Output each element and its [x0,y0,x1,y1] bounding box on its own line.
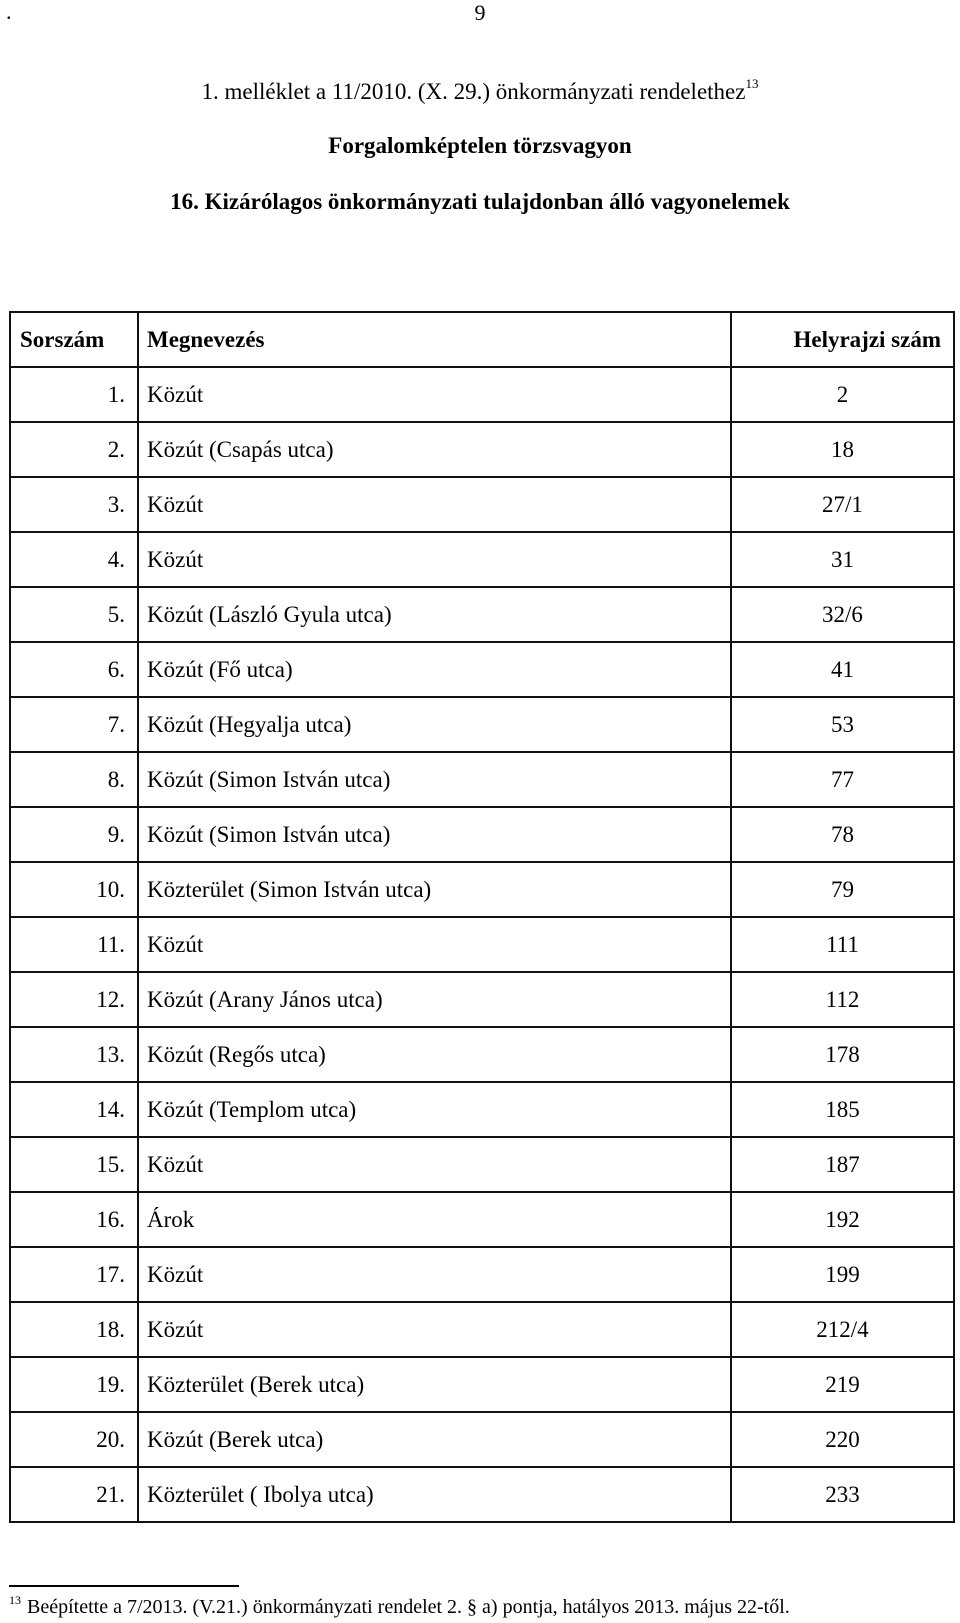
row-number: 2. [10,422,138,477]
table-row [10,1192,954,1247]
column-header-number: Sorszám [10,312,138,367]
table-row [10,1467,954,1522]
row-parcel-number: 78 [731,807,954,862]
table-row [10,697,954,752]
page-dot: . [6,0,12,24]
table-row [10,862,954,917]
row-parcel-number: 219 [731,1357,954,1412]
row-parcel-number: 27/1 [731,477,954,532]
row-parcel-number: 41 [731,642,954,697]
row-number: 3. [10,477,138,532]
footnote [9,1594,790,1620]
row-number: 13. [10,1027,138,1082]
row-name: Közút [138,532,731,587]
row-name: Közút (László Gyula utca) [138,587,731,642]
row-parcel-number: 212/4 [731,1302,954,1357]
table-row [10,807,954,862]
row-number: 1. [10,367,138,422]
row-parcel-number: 220 [731,1412,954,1467]
row-parcel-number: 111 [731,917,954,972]
row-name: Közút (Arany János utca) [138,972,731,1027]
table-row [10,1357,954,1412]
page-number: 9 [474,0,486,25]
row-parcel-number: 199 [731,1247,954,1302]
document-title: Forgalomképtelen törzsvagyon [328,133,632,158]
row-number: 11. [10,917,138,972]
row-parcel-number: 18 [731,422,954,477]
row-name: Közterület (Berek utca) [138,1357,731,1412]
row-number: 7. [10,697,138,752]
row-name: Közút [138,367,731,422]
row-parcel-number: 178 [731,1027,954,1082]
column-header-parcel: Helyrajzi szám [731,312,954,367]
row-number: 14. [10,1082,138,1137]
footnote-text: Beépítette a 7/2013. (V.21.) önkormányzati rendelet 2. § a) pontja, hatályos 2013. május 22-től. [27,1596,790,1618]
row-name: Közút (Simon István utca) [138,807,731,862]
table-row [10,1027,954,1082]
row-number: 6. [10,642,138,697]
row-name: Közút (Berek utca) [138,1412,731,1467]
table-row [10,422,954,477]
row-name: Közút [138,477,731,532]
row-number: 21. [10,1467,138,1522]
row-parcel-number: 187 [731,1137,954,1192]
row-number: 16. [10,1192,138,1247]
row-name: Közút [138,1302,731,1357]
row-number: 15. [10,1137,138,1192]
table-row [10,1082,954,1137]
row-name: Közút (Simon István utca) [138,752,731,807]
row-parcel-number: 31 [731,532,954,587]
table-row [10,642,954,697]
row-name: Közterület (Simon István utca) [138,862,731,917]
row-number: 18. [10,1302,138,1357]
row-number: 4. [10,532,138,587]
row-name: Árok [138,1192,731,1247]
footnote-ref: 13 [9,1593,21,1607]
table-row [10,1412,954,1467]
table-row [10,972,954,1027]
table-row [10,917,954,972]
row-parcel-number: 79 [731,862,954,917]
row-number: 17. [10,1247,138,1302]
row-name: Közterület ( Ibolya utca) [138,1467,731,1522]
row-parcel-number: 53 [731,697,954,752]
table-row [10,532,954,587]
row-parcel-number: 77 [731,752,954,807]
row-number: 9. [10,807,138,862]
row-name: Közút [138,1247,731,1302]
row-name: Közút (Regős utca) [138,1027,731,1082]
table-header-row [10,312,954,367]
row-number: 12. [10,972,138,1027]
table-row [10,752,954,807]
row-number: 19. [10,1357,138,1412]
annex-text: 1. melléklet a 11/2010. (X. 29.) önkormányzati rendelethez [201,79,746,104]
row-parcel-number: 192 [731,1192,954,1247]
row-number: 5. [10,587,138,642]
row-parcel-number: 32/6 [731,587,954,642]
row-parcel-number: 185 [731,1082,954,1137]
table-row [10,587,954,642]
table-row [10,1247,954,1302]
annex-footnote-ref[interactable]: 13 [745,76,759,91]
table-row [10,477,954,532]
row-name: Közút (Templom utca) [138,1082,731,1137]
row-name: Közút [138,1137,731,1192]
row-name: Közút [138,917,731,972]
row-name: Közút (Fő utca) [138,642,731,697]
row-parcel-number: 112 [731,972,954,1027]
row-parcel-number: 233 [731,1467,954,1522]
row-parcel-number: 2 [731,367,954,422]
table-row [10,1302,954,1357]
row-number: 10. [10,862,138,917]
row-number: 20. [10,1412,138,1467]
row-number: 8. [10,752,138,807]
annex-heading [0,78,960,106]
table-row [10,1137,954,1192]
table-row [10,367,954,422]
column-header-name: Megnevezés [138,312,731,367]
footnote-separator [9,1585,239,1587]
asset-table [9,311,955,1523]
row-name: Közút (Csapás utca) [138,422,731,477]
section-title: 16. Kizárólagos önkormányzati tulajdonban álló vagyonelemek [170,189,790,214]
row-name: Közút (Hegyalja utca) [138,697,731,752]
